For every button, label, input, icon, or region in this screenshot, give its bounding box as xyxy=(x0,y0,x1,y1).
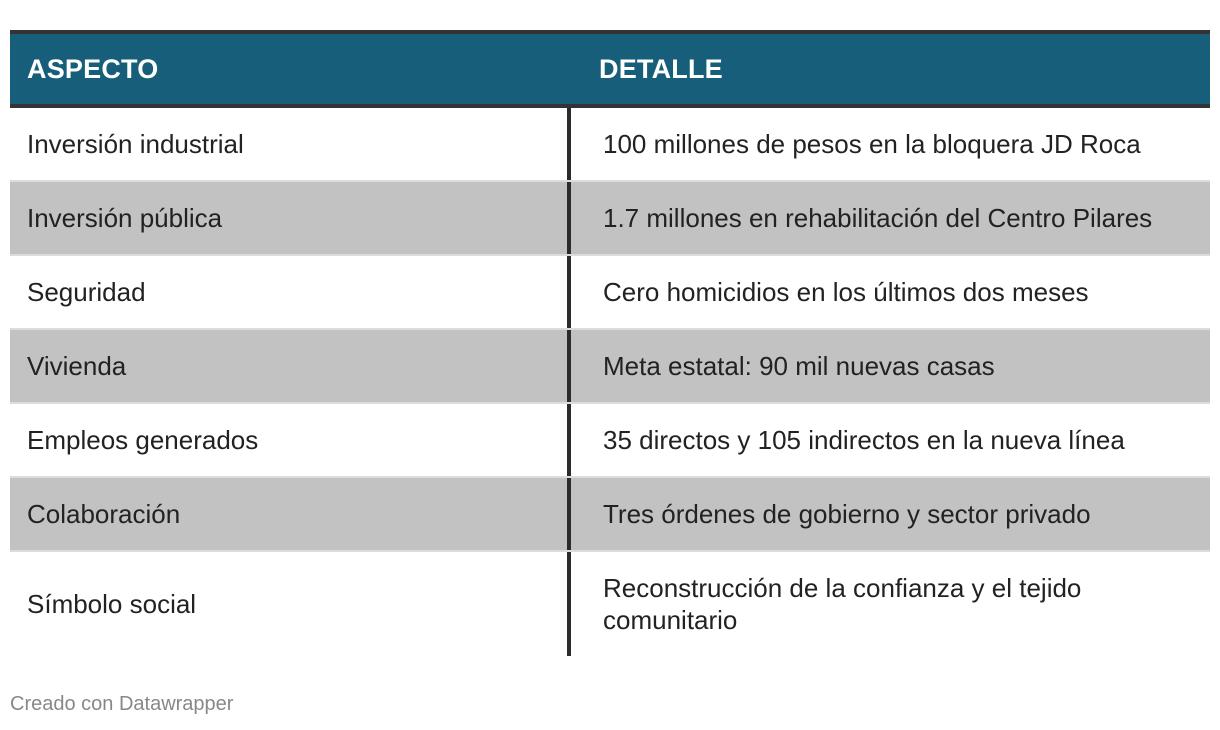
cell-detalle: 100 millones de pesos en la bloquera JD Roca xyxy=(603,129,1141,159)
cell-aspecto: Inversión pública xyxy=(27,202,223,233)
cell-detalle: Reconstrucción de la confianza y el tejido comunitario xyxy=(603,573,1082,635)
table-row xyxy=(10,552,1210,656)
header-detalle[interactable]: DETALLE xyxy=(599,53,723,84)
table-header-row xyxy=(10,34,1210,108)
cell-aspecto: Empleos generados xyxy=(27,424,259,455)
cell-detalle: Tres órdenes de gobierno y sector privado xyxy=(603,499,1091,529)
table-row xyxy=(10,404,1210,478)
table-row xyxy=(10,256,1210,330)
cell-aspecto: Vivienda xyxy=(27,350,127,381)
cell-detalle: 1.7 millones en rehabilitación del Centro Pilares xyxy=(603,203,1153,233)
table-row xyxy=(10,108,1210,182)
datawrapper-credit[interactable]: Creado con Datawrapper xyxy=(10,693,234,715)
header-aspecto[interactable]: ASPECTO xyxy=(27,53,159,84)
data-table xyxy=(10,30,1210,656)
table-body xyxy=(10,108,1210,656)
table-row xyxy=(10,478,1210,552)
table-row xyxy=(10,182,1210,256)
cell-detalle: 35 directos y 105 indirectos en la nueva línea xyxy=(603,425,1125,455)
cell-aspecto: Colaboración xyxy=(27,498,181,529)
cell-aspecto: Símbolo social xyxy=(27,588,197,619)
cell-aspecto: Inversión industrial xyxy=(27,128,244,159)
cell-detalle: Cero homicidios en los últimos dos meses xyxy=(603,277,1089,307)
cell-aspecto: Seguridad xyxy=(27,276,146,307)
table-row xyxy=(10,330,1210,404)
cell-detalle: Meta estatal: 90 mil nuevas casas xyxy=(603,351,995,381)
